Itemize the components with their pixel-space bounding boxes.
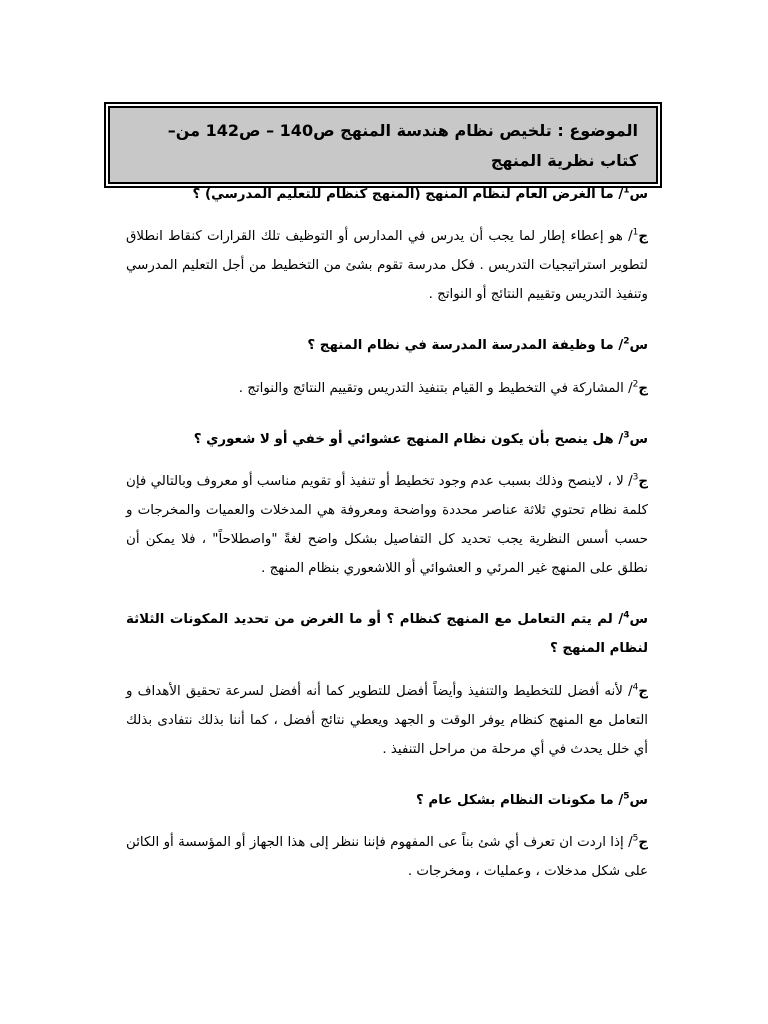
title-box (108, 106, 658, 184)
qa-content (126, 180, 648, 886)
question-4: س$^4$/ لم يتم التعامل مع المنهج كنظام ؟ أو ما الغرض من تحديد المكونات الثلاثة لنظام المنهج ؟ (126, 610, 648, 657)
answer-3: ج$^3$/ لا ، لاينصح وذلك بسبب عدم وجود تخطيط أو تنفيذ أو تقويم مناسب أو معروف وبالتالي فإن كلمة نظام تحتوي ثلاثة عناصر محددة وواضحة ومعروفة هي المدخلات والعميات والمخرجات و حسب أسس النظرية يجب تحديد كل التفاصيل بشكل واضح لغةً "واصطلاحاً" ، فلا يمكن أن نطلق على المنهج غير المرئي و العشوائي أو اللاشعوري بنظام المنهج . (126, 472, 648, 577)
question-2: س$^2$/ ما وظيفة المدرسة المدرسة في نظام المنهج ؟ (307, 336, 648, 354)
question-3: س$^3$/ هل ينصح بأن يكون نظام المنهج عشوائي أو خفي أو لا شعوري ؟ (193, 430, 648, 447)
answer-4: ج$^4$/ لأنه أفضل للتخطيط والتنفيذ وأيضاً أفضل للتطوير كما أنه أفضل لسرعة تحقيق الأهداف و التعامل مع المنهج كنظام يوفر الوقت و الجهد ويعطي نتائج أفضل ، كما أننا بذلك نتفادى بذلك أي خلل يحدث في أي مرحلة من مراحل التنفيذ . (126, 682, 648, 757)
question-5: س$^5$/ ما مكونات النظام بشكل عام ؟ (415, 791, 648, 808)
answer-5: ج$^5$/ إذا اردت ان تعرف أي شئ بناً عى المفهوم فإننا ننظر إلى هذا الجهاز أو المؤسسة أو الكائن على شكل مدخلات ، وعمليات ، ومخرجات . (126, 833, 648, 879)
answer-2: ج$^2$/ المشاركة في التخطيط و القيام بتنفيذ التدريس وتقييم النتائج والنواتج . (238, 379, 648, 396)
page-title: الموضوع : تلخيص نظام هندسة المنهج ص140 – ص142 من– كتاب نظرية المنهج (167, 121, 638, 170)
answer-1: ج$^1$/ هو إعطاء إطار لما يجب أن يدرس في المدارس أو التوظيف تلك القرارات كنقاط انطلاق لتطوير استراتيجيات التدريس . فكل مدرسة تقوم بشئ من التخطيط من أجل التعليم المدرسي وتنفيذ التدريس وتقييم النتائج أو النواتج . (126, 227, 648, 303)
question-1: س$^1$/ ما الغرض العام لنظام المنهج (المنهج كنظام للتعليم المدرسي) ؟ (192, 185, 648, 202)
